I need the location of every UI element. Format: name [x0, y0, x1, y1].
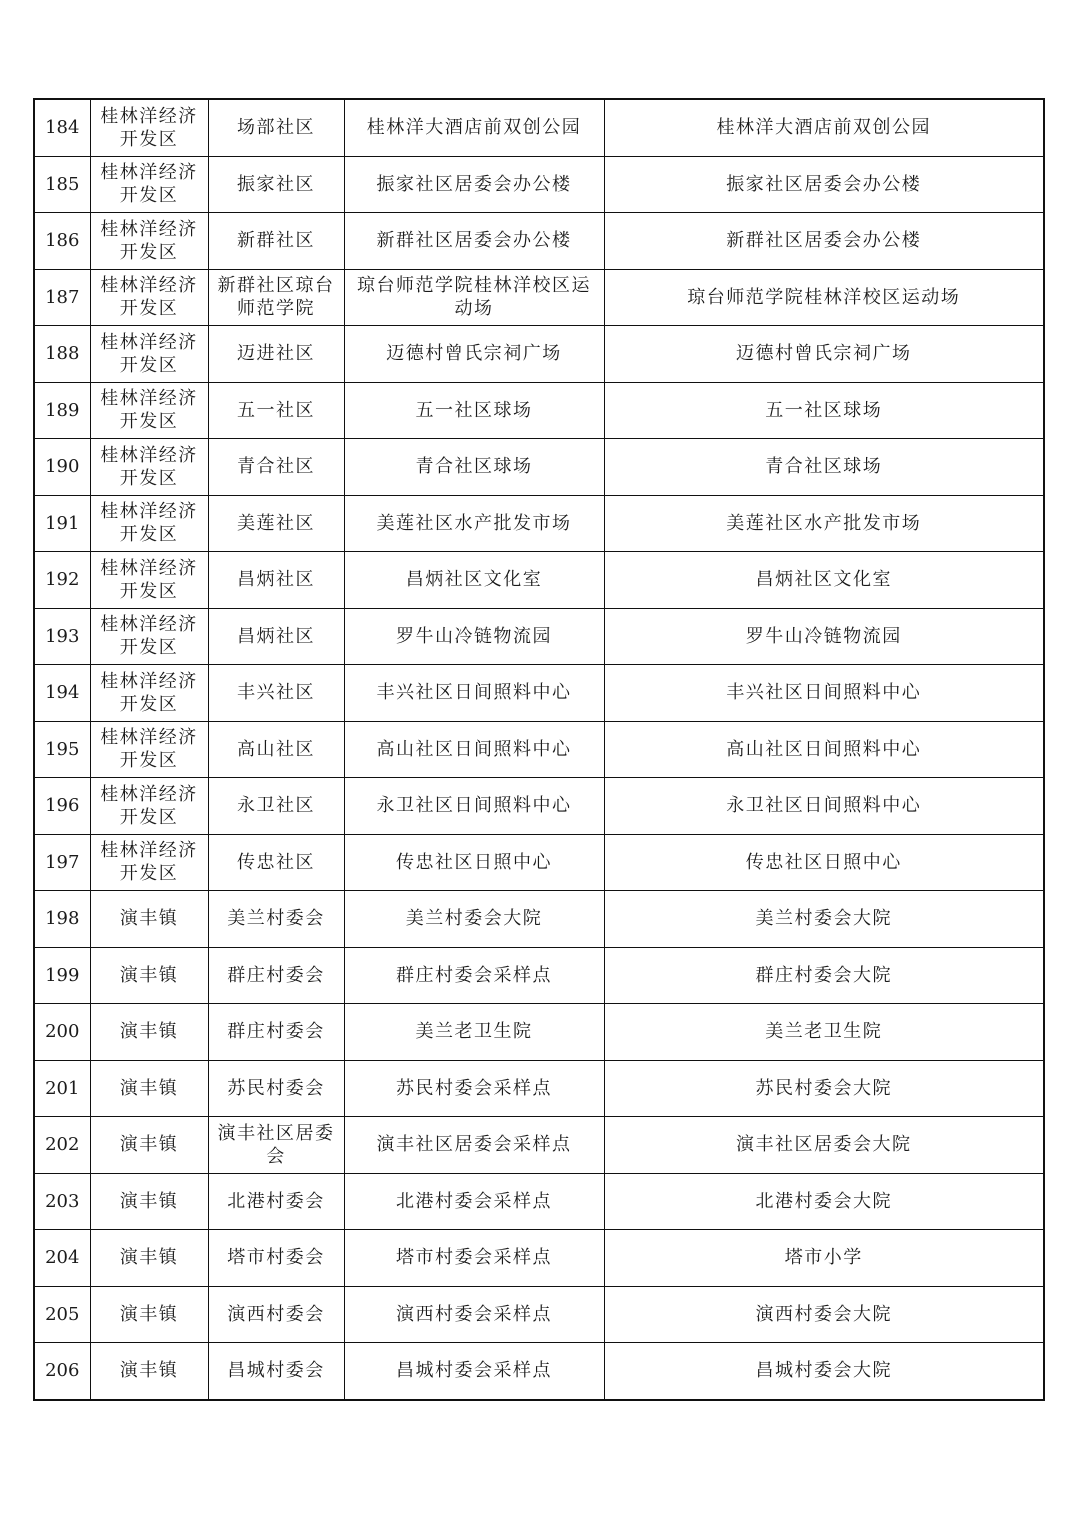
sampling-site-cell: 罗牛山冷链物流园 [344, 608, 604, 665]
district-cell: 桂林洋经济开发区 [90, 439, 208, 496]
location-cell: 振家社区居委会办公楼 [604, 156, 1044, 213]
row-number: 194 [34, 665, 90, 722]
community-cell: 高山社区 [208, 721, 344, 778]
district-cell: 桂林洋经济开发区 [90, 326, 208, 383]
location-cell: 美莲社区水产批发市场 [604, 495, 1044, 552]
district-cell: 桂林洋经济开发区 [90, 213, 208, 270]
district-cell: 演丰镇 [90, 947, 208, 1004]
sampling-site-cell: 琼台师范学院桂林洋校区运动场 [344, 269, 604, 326]
district-cell: 演丰镇 [90, 1173, 208, 1230]
sampling-site-cell: 演丰社区居委会采样点 [344, 1117, 604, 1174]
table-row [34, 156, 1044, 213]
sampling-site-cell: 美兰村委会大院 [344, 891, 604, 948]
sampling-site-cell: 美兰老卫生院 [344, 1004, 604, 1061]
community-cell: 丰兴社区 [208, 665, 344, 722]
table-row [34, 1230, 1044, 1287]
community-cell: 群庄村委会 [208, 1004, 344, 1061]
community-cell: 青合社区 [208, 439, 344, 496]
sampling-site-cell: 昌城村委会采样点 [344, 1343, 604, 1400]
table-row [34, 269, 1044, 326]
location-cell: 群庄村委会大院 [604, 947, 1044, 1004]
district-cell: 桂林洋经济开发区 [90, 552, 208, 609]
district-cell: 桂林洋经济开发区 [90, 382, 208, 439]
row-number: 187 [34, 269, 90, 326]
district-cell: 桂林洋经济开发区 [90, 99, 208, 156]
district-cell: 演丰镇 [90, 1004, 208, 1061]
community-cell: 新群社区 [208, 213, 344, 270]
location-cell: 塔市小学 [604, 1230, 1044, 1287]
sampling-site-cell: 迈德村曾氏宗祠广场 [344, 326, 604, 383]
community-cell: 昌炳社区 [208, 552, 344, 609]
location-cell: 美兰老卫生院 [604, 1004, 1044, 1061]
table-row [34, 495, 1044, 552]
row-number: 188 [34, 326, 90, 383]
district-cell: 演丰镇 [90, 1286, 208, 1343]
location-cell: 新群社区居委会办公楼 [604, 213, 1044, 270]
location-cell: 演西村委会大院 [604, 1286, 1044, 1343]
table-row [34, 213, 1044, 270]
community-cell: 昌城村委会 [208, 1343, 344, 1400]
district-cell: 桂林洋经济开发区 [90, 269, 208, 326]
table-row [34, 382, 1044, 439]
sampling-site-cell: 传忠社区日照中心 [344, 834, 604, 891]
row-number: 205 [34, 1286, 90, 1343]
community-cell: 永卫社区 [208, 778, 344, 835]
sampling-site-cell: 美莲社区水产批发市场 [344, 495, 604, 552]
location-cell: 永卫社区日间照料中心 [604, 778, 1044, 835]
district-cell: 演丰镇 [90, 1060, 208, 1117]
location-cell: 美兰村委会大院 [604, 891, 1044, 948]
row-number: 186 [34, 213, 90, 270]
row-number: 193 [34, 608, 90, 665]
location-cell: 演丰社区居委会大院 [604, 1117, 1044, 1174]
location-cell: 苏民村委会大院 [604, 1060, 1044, 1117]
row-number: 191 [34, 495, 90, 552]
table-row [34, 608, 1044, 665]
table-row [34, 665, 1044, 722]
row-number: 199 [34, 947, 90, 1004]
table-row [34, 1286, 1044, 1343]
table-row [34, 1060, 1044, 1117]
sampling-site-cell: 青合社区球场 [344, 439, 604, 496]
community-cell: 塔市村委会 [208, 1230, 344, 1287]
row-number: 192 [34, 552, 90, 609]
community-cell: 迈进社区 [208, 326, 344, 383]
table-row [34, 891, 1044, 948]
sampling-site-cell: 北港村委会采样点 [344, 1173, 604, 1230]
community-cell: 昌炳社区 [208, 608, 344, 665]
table-row [34, 1343, 1044, 1400]
community-cell: 新群社区琼台师范学院 [208, 269, 344, 326]
location-cell: 五一社区球场 [604, 382, 1044, 439]
location-cell: 迈德村曾氏宗祠广场 [604, 326, 1044, 383]
community-cell: 演西村委会 [208, 1286, 344, 1343]
community-cell: 五一社区 [208, 382, 344, 439]
district-cell: 演丰镇 [90, 1117, 208, 1174]
location-cell: 琼台师范学院桂林洋校区运动场 [604, 269, 1044, 326]
district-cell: 演丰镇 [90, 1230, 208, 1287]
district-cell: 桂林洋经济开发区 [90, 608, 208, 665]
table-row [34, 834, 1044, 891]
community-cell: 演丰社区居委会 [208, 1117, 344, 1174]
location-cell: 昌炳社区文化室 [604, 552, 1044, 609]
location-cell: 传忠社区日照中心 [604, 834, 1044, 891]
sampling-site-cell: 群庄村委会采样点 [344, 947, 604, 1004]
row-number: 196 [34, 778, 90, 835]
community-cell: 美兰村委会 [208, 891, 344, 948]
table-row [34, 439, 1044, 496]
table-row [34, 1004, 1044, 1061]
row-number: 201 [34, 1060, 90, 1117]
row-number: 190 [34, 439, 90, 496]
district-cell: 桂林洋经济开发区 [90, 721, 208, 778]
sampling-site-cell: 丰兴社区日间照料中心 [344, 665, 604, 722]
sampling-sites-table [33, 98, 1045, 1401]
row-number: 185 [34, 156, 90, 213]
table-row [34, 1117, 1044, 1174]
row-number: 189 [34, 382, 90, 439]
district-cell: 桂林洋经济开发区 [90, 495, 208, 552]
community-cell: 北港村委会 [208, 1173, 344, 1230]
district-cell: 桂林洋经济开发区 [90, 156, 208, 213]
sampling-site-cell: 塔市村委会采样点 [344, 1230, 604, 1287]
sampling-site-cell: 新群社区居委会办公楼 [344, 213, 604, 270]
page-sheet [33, 98, 1045, 1401]
district-cell: 桂林洋经济开发区 [90, 778, 208, 835]
row-number: 200 [34, 1004, 90, 1061]
sampling-site-cell: 永卫社区日间照料中心 [344, 778, 604, 835]
row-number: 184 [34, 99, 90, 156]
table-row [34, 947, 1044, 1004]
table-row [34, 721, 1044, 778]
row-number: 202 [34, 1117, 90, 1174]
location-cell: 高山社区日间照料中心 [604, 721, 1044, 778]
table-body [34, 99, 1044, 1400]
location-cell: 桂林洋大酒店前双创公园 [604, 99, 1044, 156]
sampling-site-cell: 苏民村委会采样点 [344, 1060, 604, 1117]
sampling-site-cell: 演西村委会采样点 [344, 1286, 604, 1343]
location-cell: 昌城村委会大院 [604, 1343, 1044, 1400]
sampling-site-cell: 昌炳社区文化室 [344, 552, 604, 609]
community-cell: 群庄村委会 [208, 947, 344, 1004]
location-cell: 青合社区球场 [604, 439, 1044, 496]
location-cell: 丰兴社区日间照料中心 [604, 665, 1044, 722]
community-cell: 振家社区 [208, 156, 344, 213]
row-number: 195 [34, 721, 90, 778]
sampling-site-cell: 五一社区球场 [344, 382, 604, 439]
row-number: 206 [34, 1343, 90, 1400]
sampling-site-cell: 桂林洋大酒店前双创公园 [344, 99, 604, 156]
row-number: 203 [34, 1173, 90, 1230]
sampling-site-cell: 振家社区居委会办公楼 [344, 156, 604, 213]
table-row [34, 1173, 1044, 1230]
community-cell: 美莲社区 [208, 495, 344, 552]
location-cell: 罗牛山冷链物流园 [604, 608, 1044, 665]
community-cell: 传忠社区 [208, 834, 344, 891]
row-number: 197 [34, 834, 90, 891]
row-number: 198 [34, 891, 90, 948]
row-number: 204 [34, 1230, 90, 1287]
table-row [34, 99, 1044, 156]
table-row [34, 552, 1044, 609]
community-cell: 苏民村委会 [208, 1060, 344, 1117]
district-cell: 桂林洋经济开发区 [90, 834, 208, 891]
district-cell: 桂林洋经济开发区 [90, 665, 208, 722]
community-cell: 场部社区 [208, 99, 344, 156]
table-row [34, 326, 1044, 383]
sampling-site-cell: 高山社区日间照料中心 [344, 721, 604, 778]
district-cell: 演丰镇 [90, 1343, 208, 1400]
district-cell: 演丰镇 [90, 891, 208, 948]
table-row [34, 778, 1044, 835]
location-cell: 北港村委会大院 [604, 1173, 1044, 1230]
